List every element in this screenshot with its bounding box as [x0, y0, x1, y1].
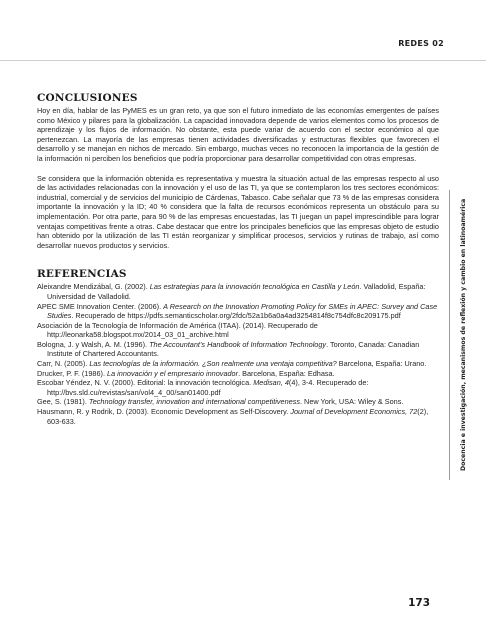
- reference-item: Aleixandre Mendizábal, G. (2002). Las estrategias para la innovación tecnológica en Castilla y León. Valladolid, España: Universidad de Valladolid.: [37, 282, 426, 301]
- reference-item: Bologna, J. y Walsh, A. M. (1996). The Accountant’s Handbook of Information Technology. Toronto, Canada: Canadian Institute of Chartered Accountants.: [37, 339, 420, 359]
- side-tab-label: Docencia e investigación, mecanismos de reflexión y cambio en latinoamérica: [460, 198, 467, 472]
- conclusiones-heading: CONCLUSIONES: [37, 92, 138, 104]
- reference-item: Gee, S. (1981). Technology transfer, innovation and international competitiveness. New York, USA: Wiley & Sons.: [37, 397, 404, 407]
- referencias-heading: REFERENCIAS: [37, 268, 127, 281]
- header-rule: [0, 60, 486, 61]
- reference-item: Asociación de la Tecnología de Información de América (ITAA). (2014). Recuperado de http://leonarka58.blogspot.mx/2014_03_01_archive.html: [37, 320, 318, 340]
- article-body: [37, 92, 439, 426]
- reference-item: Drucker, P. F. (1986). La innovación y el empresario innovador. Barcelona, España: Edhasa.: [37, 368, 335, 378]
- page-number: 173: [408, 597, 430, 609]
- conclusiones-paragraph-1: Hoy en día, hablar de las PyMES es un gran reto, ya que son el futuro inmediato de las economías emergentes de países como México y pilares para la globalización. La capacidad innovadora depende de varios elementos como los procesos de aprendizaje y los flujos de información. No obstante, esta puede variar de acuerdo con el sector económico al que pertenezcan. La mayoría de las empresas tienen actividades diversificadas y estructuras flexibles que favorecen el desarrollo y se manejan en nichos de mercado. Sin embargo, muchas veces no reconocen la importancia de la gestión de la información ni perciben los beneficios que podría proporcionar para desarrollar competitividad con otras empresas.: [37, 106, 439, 163]
- reference-list: [37, 282, 439, 426]
- reference-item: Escobar Yéndez, N. V. (2000). Editorial: la innovación tecnológica. Medisan, 4(4), 3-4. Recuperado de: http://bvs.sld.cu/revistas/san/vol4_4_00/san01400.pdf: [37, 378, 369, 397]
- reference-item: Carr, N. (2005). Las tecnologías de la información. ¿Son realmente una ventaja competitiva? Barcelona, España: Urano.: [37, 359, 427, 369]
- journal-tag: REDES 02: [398, 39, 444, 48]
- reference-item: APEC SME Innovation Center. (2006). A Research on the Innovation Promoting Policy for SMEs in APEC: Survey and Case Studies. Recuperado de https://pdfs.semanticscholar.org/2fdc/52a1b6a0a4ad3254814f8c754dfc8c209175.pdf: [37, 301, 438, 321]
- conclusiones-paragraph-2: Se considera que la información obtenida es representativa y muestra la situación actual de las empresas respecto al uso de las actividades relacionadas con la innovación y el uso de las TI, ya que se contemplaron los tres sectores económicos: industrial, comercial y de servicios del municipio de Cárdenas, Tabasco. Cabe señalar que 73 % de las empresas considera importante la innovación y la ID; 40 % considera que la falta de recursos económicos representa un obstáculo para su implementación. Por otra parte, para 90 % de las empresas encuestadas, las TI juegan un papel imprescindible para lograr ventajas competitivas frente a otras. Cabe destacar que entre los principales beneficios que las empresas objeto de estudio han obtenido por la utilización de las TI están reorganizar y simplificar procesos, servicios y rutinas de trabajo, así como desarrollar nuevos productos y servicios.: [37, 173, 439, 250]
- reference-item: Hausmann, R. y Rodrik, D. (2003). Economic Development as Self-Discovery. Journal of Development Economics, 72(2), 603-633.: [37, 407, 429, 426]
